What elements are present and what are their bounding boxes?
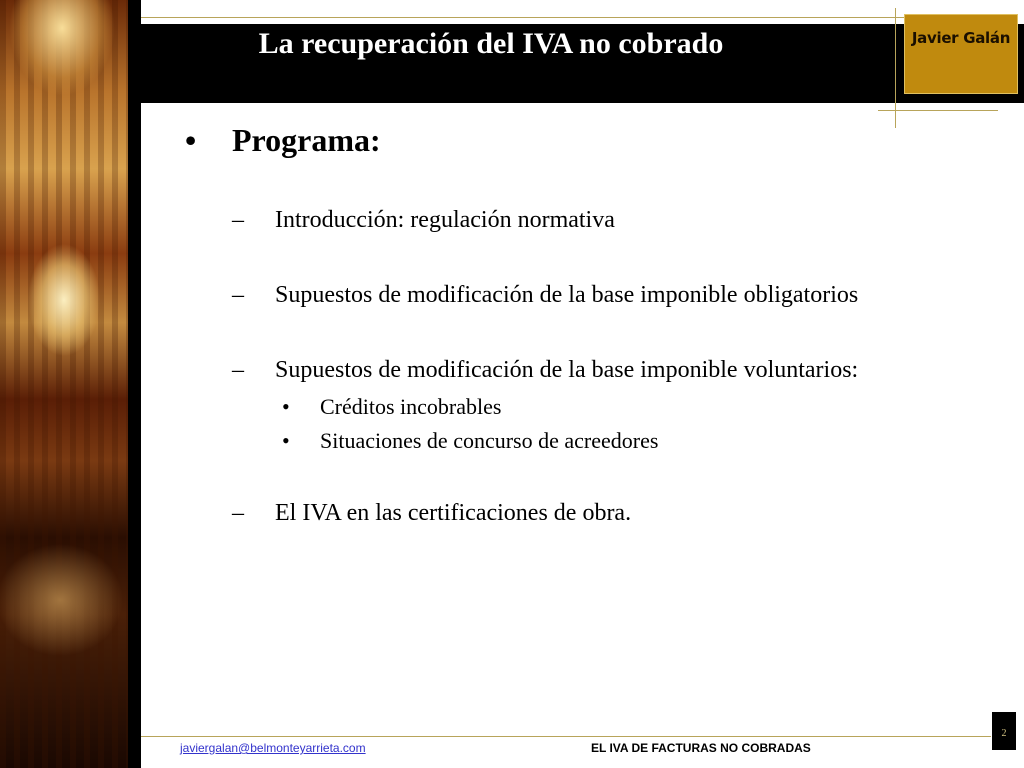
- list-item-text: Supuestos de modificación de la base imponible voluntarios:: [275, 357, 859, 383]
- footer-line: [141, 736, 991, 737]
- bullet-icon: •: [185, 122, 197, 158]
- dash-icon: –: [232, 500, 244, 526]
- list-item-text: El IVA en las certificaciones de obra.: [275, 500, 632, 526]
- logo-text: Javier Galán: [911, 29, 1011, 47]
- dash-icon: –: [232, 207, 244, 233]
- footer-title: EL IVA DE FACTURAS NO COBRADAS: [591, 741, 811, 755]
- bullet-icon: •: [282, 428, 290, 453]
- dash-icon: –: [232, 282, 244, 308]
- bullet-icon: •: [282, 394, 290, 419]
- sub-list-item-text: Situaciones de concurso de acreedores: [320, 428, 659, 453]
- page-number: 2: [992, 712, 1016, 750]
- dash-icon: –: [232, 357, 244, 383]
- heading-text: Programa:: [232, 122, 381, 158]
- footer-email-link[interactable]: javiergalan@belmonteyarrieta.com: [180, 741, 366, 755]
- list-item-text: Introducción: regulación normativa: [275, 207, 615, 233]
- list-item-text: Supuestos de modificación de la base imponible obligatorios: [275, 282, 859, 308]
- slide-title: La recuperación del IVA no cobrado: [258, 27, 724, 60]
- sub-list-item-text: Créditos incobrables: [320, 394, 502, 419]
